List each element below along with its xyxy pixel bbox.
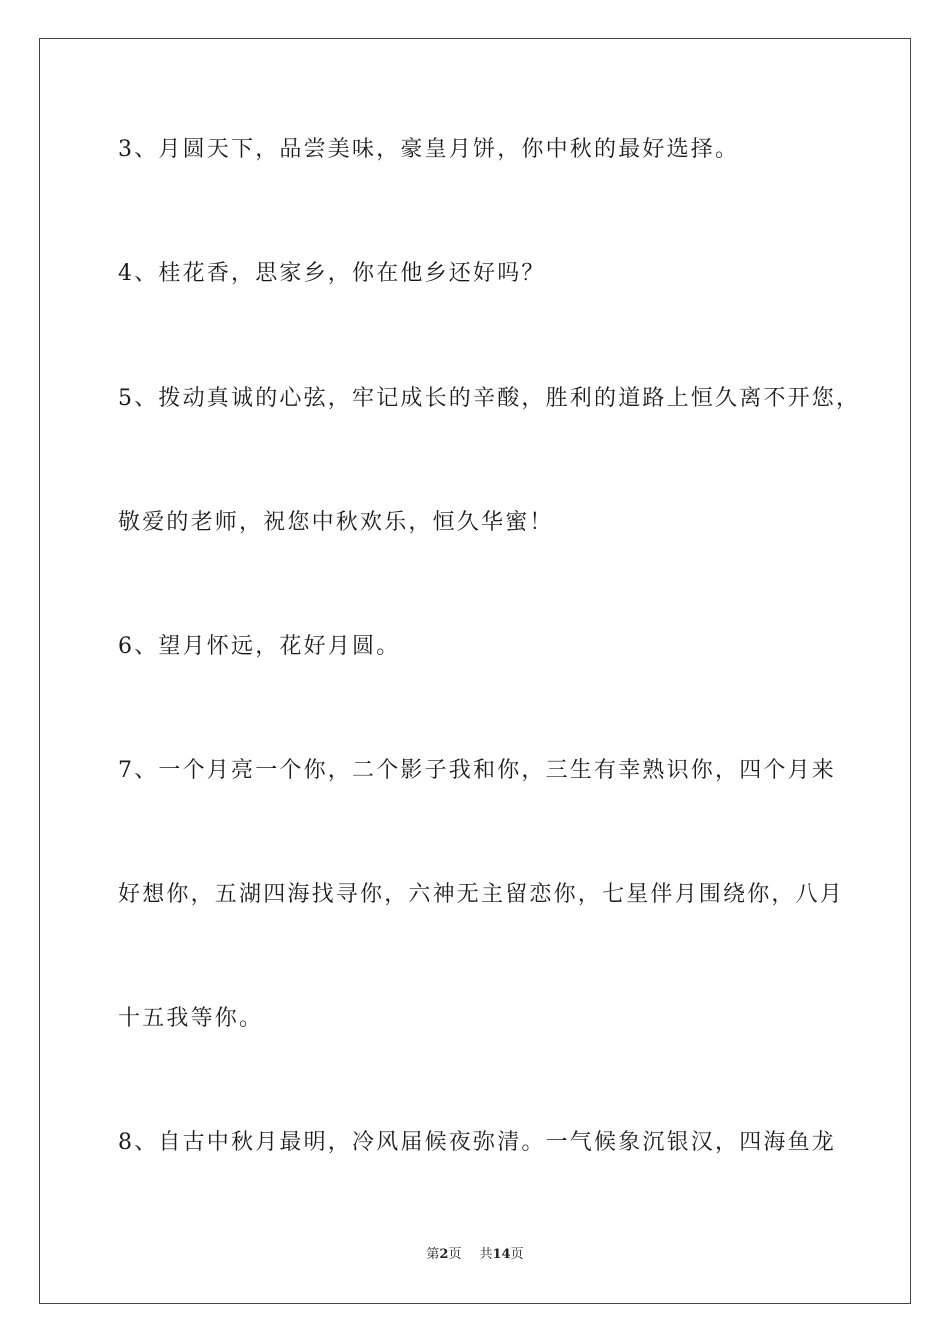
text-line: 3、月圆天下，品尝美味，豪皇月饼，你中秋的最好选择。 <box>118 137 740 162</box>
page-indicator <box>426 1247 461 1263</box>
total-suffix: 页 <box>510 1247 524 1262</box>
text-line: 好想你，五湖四海找寻你，六神无主留恋你，七星伴月围绕你，八月 <box>118 882 845 907</box>
page-suffix: 页 <box>448 1247 462 1262</box>
page-number: 2 <box>439 1247 449 1262</box>
text-line: 敬爱的老师，祝您中秋欢乐，恒久华蜜！ <box>118 510 554 535</box>
total-pages: 14 <box>492 1247 511 1262</box>
text-line: 7、一个月亮一个你，二个影子我和你，三生有幸熟识你，四个月来 <box>118 758 836 783</box>
page-footer <box>0 1247 950 1263</box>
text-line: 6、望月怀远，花好月圆。 <box>118 634 401 659</box>
page-frame <box>39 38 911 1304</box>
text-line: 5、拨动真诚的心弦，牢记成长的辛酸，胜利的道路上恒久离不开您， <box>118 386 861 411</box>
text-line: 十五我等你。 <box>118 1006 264 1031</box>
total-pages-indicator <box>479 1247 523 1263</box>
text-line: 8、自古中秋月最明，冷风届候夜弥清。一气候象沉银汉，四海鱼龙 <box>118 1130 836 1155</box>
text-line: 4、桂花香，思家乡，你在他乡还好吗？ <box>118 261 546 286</box>
page-prefix: 第 <box>426 1247 440 1262</box>
total-prefix: 共 <box>479 1247 493 1262</box>
